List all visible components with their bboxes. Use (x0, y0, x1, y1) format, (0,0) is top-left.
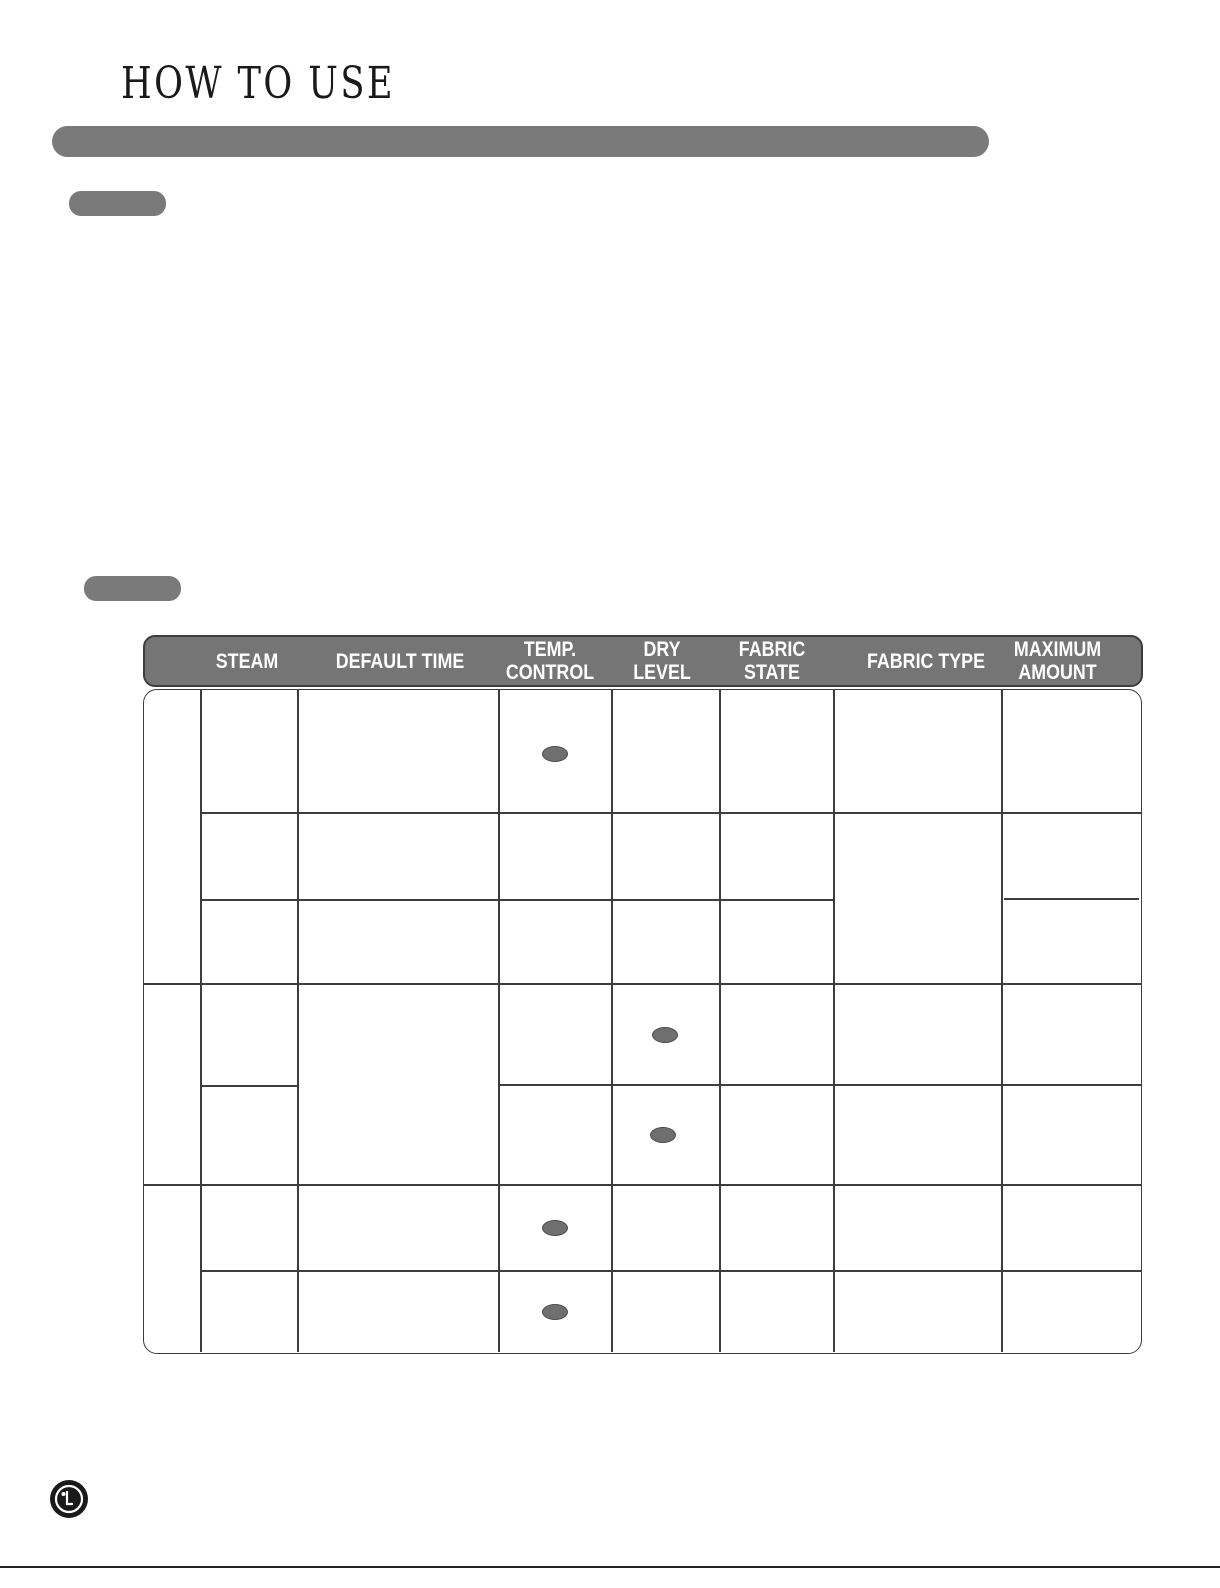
row-divider (200, 899, 833, 901)
default-setting-dot (650, 1127, 676, 1143)
group-divider (144, 1184, 1141, 1186)
cycle-table (143, 689, 1142, 1354)
group-divider (144, 983, 1141, 985)
header-dry-level: DRY LEVEL (633, 638, 691, 684)
default-setting-dot (542, 1220, 568, 1236)
row-divider (200, 812, 1141, 814)
header-maximum-amount: MAXIMUM AMOUNT (1013, 638, 1102, 684)
section-marker (69, 191, 166, 216)
header-steam: STEAM (215, 649, 279, 673)
column-divider (498, 1085, 500, 1352)
header-temp-control: TEMP. CONTROL (505, 638, 595, 684)
row-divider (1004, 898, 1139, 900)
row-divider (500, 1084, 1141, 1086)
default-setting-dot (542, 746, 568, 762)
column-divider (498, 690, 500, 1085)
row-divider (200, 1270, 1141, 1272)
column-divider (611, 690, 613, 1352)
header-fabric-state: FABRIC STATE (738, 638, 806, 684)
column-divider (297, 690, 299, 1352)
page-bottom-rule (0, 1566, 1220, 1568)
title-bar (52, 126, 989, 157)
column-divider (1001, 690, 1003, 1352)
table-header (143, 635, 1143, 687)
default-setting-dot (652, 1027, 678, 1043)
lg-logo-icon (49, 1479, 89, 1519)
column-divider (719, 690, 721, 1352)
default-setting-dot (542, 1304, 568, 1320)
header-default-time: DEFAULT TIME (335, 649, 465, 673)
column-divider (200, 690, 202, 1352)
header-fabric-type: FABRIC TYPE (866, 649, 986, 673)
column-divider (833, 690, 835, 1352)
page-title: HOW TO USE (121, 58, 395, 109)
section-marker (84, 576, 181, 601)
row-divider (200, 1085, 297, 1087)
